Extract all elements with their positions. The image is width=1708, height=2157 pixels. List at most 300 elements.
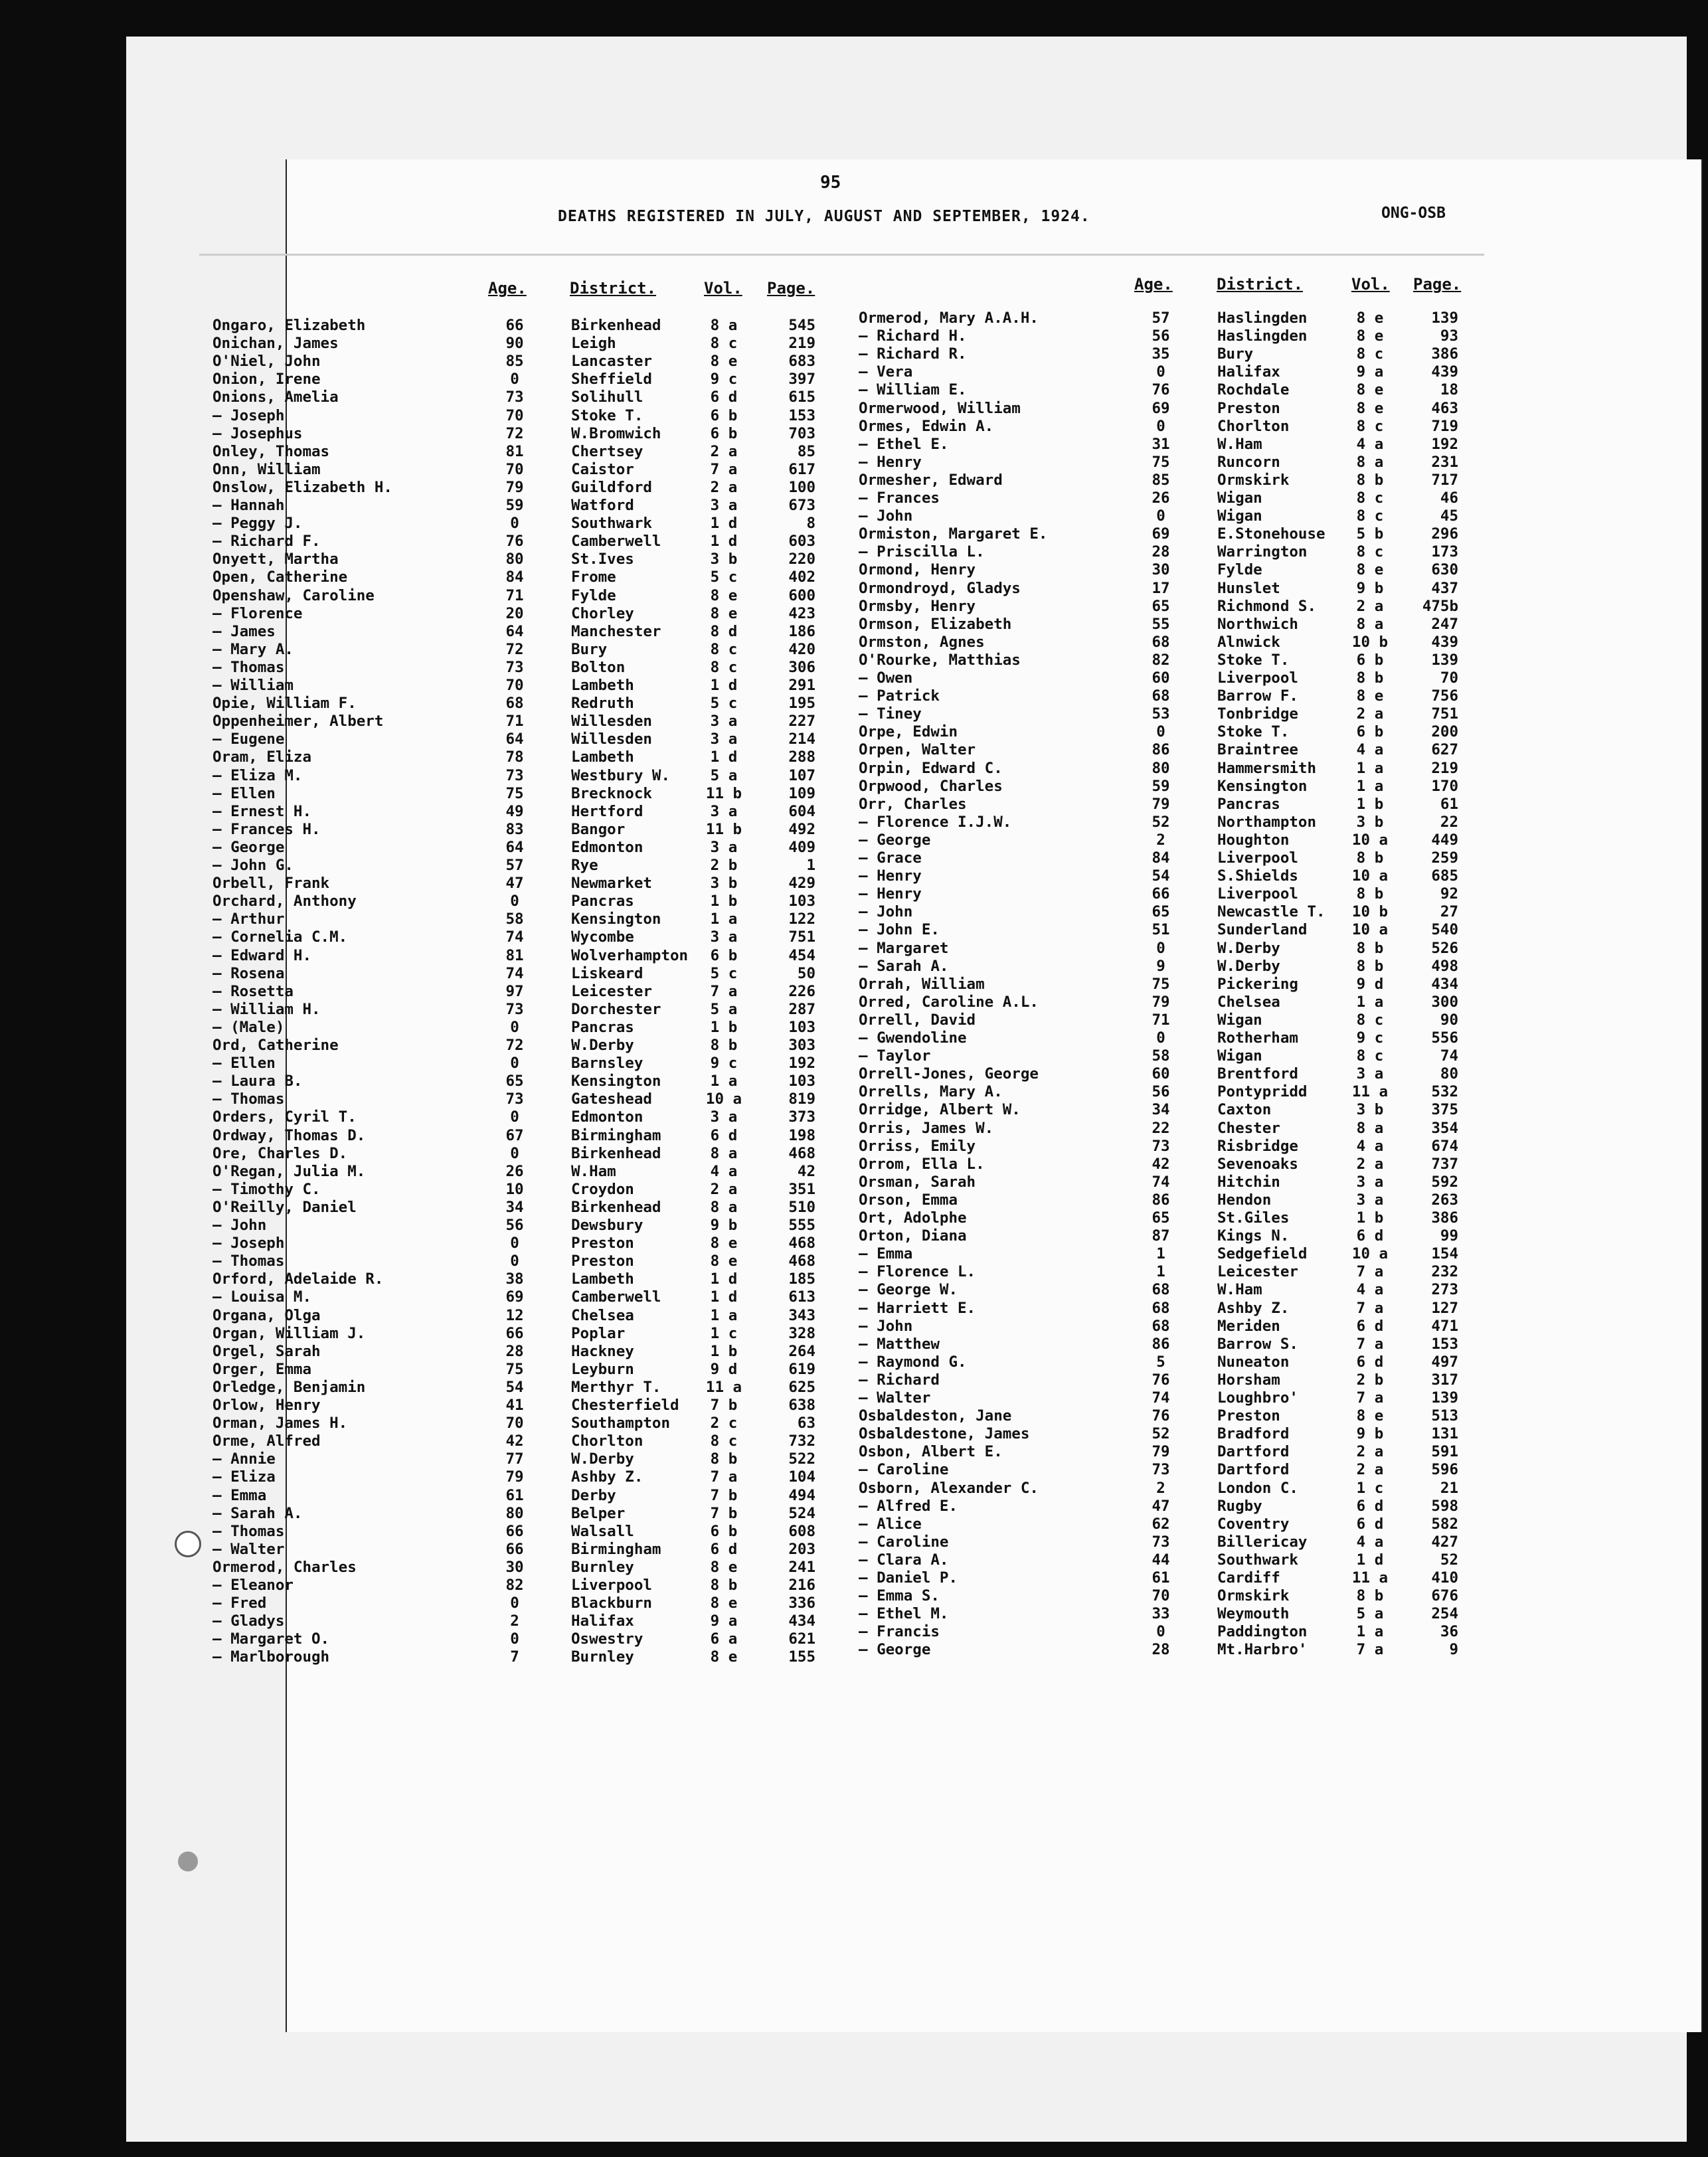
entry-name: — Eliza M.	[213, 766, 303, 784]
entry-volume: 1 a	[710, 1073, 738, 1090]
entry-page: 220	[788, 551, 815, 568]
entry-volume: 2 a	[1356, 1155, 1384, 1173]
entry-page: 603	[788, 533, 815, 551]
entry-district: Lambeth	[571, 677, 634, 694]
entry-volume: 2 b	[1356, 1371, 1384, 1389]
entry-name: — (Male)	[213, 1018, 285, 1036]
register-entry	[213, 1648, 833, 1666]
entry-district: Hackney	[571, 1342, 634, 1360]
entry-name: — Henry	[859, 867, 922, 885]
entry-age: 80	[505, 1504, 524, 1522]
entry-volume: 1 d	[710, 677, 738, 694]
register-entry	[213, 1630, 833, 1648]
entry-page: 27	[1440, 903, 1458, 921]
entry-age: 77	[505, 1450, 524, 1468]
entry-page: 70	[1440, 669, 1458, 687]
register-entry	[213, 1181, 833, 1199]
entry-volume: 11 a	[705, 1378, 742, 1396]
index-range-label: ONG-OSB	[1381, 205, 1446, 222]
entry-page: 354	[1431, 1119, 1458, 1137]
entry-age: 65	[505, 1073, 524, 1090]
entry-name: — Cornelia C.M.	[213, 928, 348, 946]
entry-district: Birmingham	[571, 1126, 661, 1144]
entry-page: 214	[788, 731, 815, 748]
entry-name: — Emma S.	[859, 1587, 940, 1605]
page-number: 95	[820, 173, 841, 193]
entry-page: 122	[788, 910, 815, 928]
entry-district: W.Derby	[1217, 939, 1280, 957]
right-vol-header: Vol.	[1351, 275, 1390, 294]
entry-name: — John G.	[213, 857, 294, 874]
entry-age: 79	[505, 1468, 524, 1486]
register-entry	[859, 796, 1463, 814]
entry-name: — Clara A.	[859, 1551, 949, 1569]
entry-page: 630	[1431, 561, 1458, 579]
entry-age: 54	[505, 1378, 524, 1396]
entry-district: Alnwick	[1217, 633, 1280, 651]
register-entry	[859, 1281, 1463, 1299]
entry-district: Liverpool	[1217, 669, 1298, 687]
entry-volume: 8 a	[1356, 453, 1384, 471]
entry-district: Ormskirk	[1217, 471, 1290, 489]
register-entry	[213, 928, 833, 946]
register-entry	[213, 947, 833, 965]
entry-age: 58	[505, 910, 524, 928]
entry-name: Orrell, David	[859, 1011, 976, 1029]
entry-volume: 7 b	[710, 1397, 738, 1414]
entry-page: 173	[1431, 543, 1458, 561]
entry-volume: 2 a	[1356, 597, 1384, 615]
register-entry	[213, 893, 833, 910]
entry-district: Sevenoaks	[1217, 1155, 1298, 1173]
entry-name: Onichan, James	[213, 335, 339, 353]
entry-name: — Daniel P.	[859, 1569, 958, 1587]
register-entry	[859, 309, 1463, 327]
entry-page: 139	[1431, 1389, 1458, 1407]
entry-age: 1	[1156, 1245, 1165, 1263]
entry-volume: 8 c	[1356, 1047, 1384, 1065]
entry-district: Dartford	[1217, 1461, 1290, 1479]
entry-name: — Eliza	[213, 1468, 276, 1486]
entry-volume: 3 a	[710, 1108, 738, 1126]
entry-name: — William E.	[859, 381, 967, 399]
register-entry	[859, 723, 1463, 741]
entry-page: 226	[788, 982, 815, 1000]
entry-district: Northampton	[1217, 813, 1317, 831]
register-entry	[213, 839, 833, 857]
entry-volume: 2 a	[1356, 1443, 1384, 1461]
entry-name: — Fred	[213, 1595, 267, 1612]
entry-volume: 5 a	[710, 1000, 738, 1018]
entry-page: 21	[1440, 1479, 1458, 1497]
register-entry	[859, 1245, 1463, 1263]
entry-page: 434	[788, 1612, 815, 1630]
entry-name: Orme, Alfred	[213, 1432, 321, 1450]
entry-volume: 9 d	[1356, 975, 1384, 993]
entry-volume: 3 a	[710, 802, 738, 820]
left-vol-header: Vol.	[704, 279, 742, 298]
entry-page: 600	[788, 586, 815, 604]
entry-volume: 8 c	[710, 1432, 738, 1450]
entry-district: Meriden	[1217, 1317, 1280, 1335]
register-entry	[213, 767, 833, 785]
entry-name: Onions, Amelia	[213, 388, 339, 406]
entry-volume: 11 a	[1351, 1083, 1389, 1101]
entry-district: Wycombe	[571, 928, 634, 946]
entry-district: Rotherham	[1217, 1029, 1298, 1047]
entry-volume: 8 e	[1356, 561, 1384, 579]
entry-name: — Laura B.	[213, 1073, 303, 1090]
entry-volume: 9 c	[710, 371, 738, 388]
entry-name: Orledge, Benjamin	[213, 1378, 366, 1396]
entry-district: Kensington	[571, 1073, 661, 1090]
entry-name: — Taylor	[859, 1047, 931, 1065]
entry-age: 0	[1156, 363, 1165, 381]
entry-volume: 1 d	[710, 533, 738, 551]
entry-page: 592	[1431, 1173, 1458, 1191]
entry-age: 10	[505, 1180, 524, 1198]
entry-district: Rye	[571, 857, 598, 874]
entry-age: 76	[1152, 381, 1170, 399]
entry-page: 497	[1431, 1353, 1458, 1371]
entry-page: 373	[788, 1108, 815, 1126]
entry-age: 64	[505, 838, 524, 856]
entry-district: Haslingden	[1217, 327, 1308, 345]
entry-name: — Florence	[213, 604, 303, 622]
entry-volume: 3 a	[710, 713, 738, 731]
entry-age: 73	[1152, 1533, 1170, 1551]
entry-age: 7	[510, 1648, 519, 1666]
entry-age: 0	[510, 1235, 519, 1252]
entry-age: 28	[1152, 543, 1170, 561]
entry-name: Osbaldeston, Jane	[859, 1407, 1012, 1425]
entry-volume: 6 d	[710, 1540, 738, 1558]
entry-district: Weymouth	[1217, 1605, 1290, 1623]
entry-name: Orrell-Jones, George	[859, 1065, 1039, 1083]
entry-page: 200	[1431, 723, 1458, 741]
entry-district: Rochdale	[1217, 381, 1290, 399]
entry-district: Richmond S.	[1217, 597, 1317, 615]
entry-volume: 8 e	[710, 1252, 738, 1270]
entry-name: Ormerwood, William	[859, 399, 1021, 417]
entry-volume: 7 a	[710, 982, 738, 1000]
entry-district: Billericay	[1217, 1533, 1308, 1551]
entry-volume: 2 c	[710, 1415, 738, 1432]
entry-district: W.Ham	[1217, 435, 1262, 453]
entry-name: — Richard F.	[213, 533, 321, 551]
entry-volume: 7 a	[710, 460, 738, 478]
register-entry	[213, 1379, 833, 1397]
entry-district: Nuneaton	[1217, 1353, 1290, 1371]
entry-age: 58	[1152, 1047, 1170, 1065]
entry-district: Camberwell	[571, 533, 661, 551]
entry-district: Hitchin	[1217, 1173, 1280, 1191]
entry-page: 498	[1431, 957, 1458, 975]
entry-district: Sheffield	[571, 371, 652, 388]
entry-age: 68	[1152, 1299, 1170, 1317]
entry-page: 186	[788, 622, 815, 640]
entry-age: 62	[1152, 1515, 1170, 1533]
entry-volume: 6 d	[710, 388, 738, 406]
entry-district: Lambeth	[571, 748, 634, 766]
entry-page: 608	[788, 1522, 815, 1540]
entry-page: 127	[1431, 1299, 1458, 1317]
register-entry	[859, 1101, 1463, 1119]
register-entry	[859, 1047, 1463, 1065]
entry-page: 336	[788, 1595, 815, 1612]
entry-volume: 7 a	[1356, 1641, 1384, 1659]
entry-district: St.Giles	[1217, 1209, 1290, 1227]
entry-age: 64	[505, 622, 524, 640]
entry-age: 0	[510, 893, 519, 910]
entry-volume: 8 b	[1356, 939, 1384, 957]
entry-volume: 3 a	[710, 731, 738, 748]
entry-name: — Alfred E.	[859, 1497, 958, 1515]
entry-age: 17	[1152, 579, 1170, 597]
entry-page: 402	[788, 568, 815, 586]
register-entry	[213, 857, 833, 875]
entry-age: 73	[505, 658, 524, 676]
register-entry	[859, 1318, 1463, 1336]
entry-name: — George W.	[859, 1281, 958, 1299]
entry-age: 72	[505, 1037, 524, 1054]
register-entry	[213, 623, 833, 641]
entry-age: 26	[505, 1162, 524, 1180]
register-entry	[859, 741, 1463, 759]
entry-name: Onslow, Elizabeth H.	[213, 478, 392, 496]
entry-district: Lancaster	[571, 353, 652, 371]
register-entry	[859, 849, 1463, 867]
entry-name: — Marlborough	[213, 1648, 330, 1666]
entry-volume: 9 a	[710, 1612, 738, 1630]
entry-volume: 11 b	[705, 820, 742, 838]
entry-name: Openshaw, Caroline	[213, 586, 375, 604]
entry-name: Orrah, William	[859, 975, 985, 993]
entry-age: 12	[505, 1306, 524, 1324]
entry-age: 83	[505, 820, 524, 838]
entry-age: 0	[1156, 507, 1165, 525]
register-entry	[859, 1407, 1463, 1425]
entry-age: 68	[1152, 1317, 1170, 1335]
entry-district: W.Bromwich	[571, 424, 661, 442]
entry-name: — Caroline	[859, 1461, 949, 1479]
entry-name: Oram, Eliza	[213, 748, 312, 766]
entry-volume: 4 a	[710, 1162, 738, 1180]
entry-name: Ormston, Agnes	[859, 633, 985, 651]
entry-page: 288	[788, 748, 815, 766]
entry-name: — George	[859, 1641, 931, 1659]
entry-page: 439	[1431, 633, 1458, 651]
entry-age: 66	[505, 317, 524, 334]
entry-age: 52	[1152, 813, 1170, 831]
page-title: DEATHS REGISTERED IN JULY, AUGUST AND SEPTEMBER, 1924.	[558, 208, 1090, 225]
entry-volume: 8 e	[1356, 1407, 1384, 1425]
entry-age: 66	[505, 1522, 524, 1540]
entry-page: 1	[806, 857, 815, 874]
entry-volume: 8 c	[1356, 1011, 1384, 1029]
register-entry	[213, 461, 833, 479]
entry-age: 55	[1152, 615, 1170, 633]
entry-age: 85	[505, 353, 524, 371]
entry-name: — Rosena	[213, 964, 285, 982]
entry-district: Coventry	[1217, 1515, 1290, 1533]
entry-name: Orbell, Frank	[213, 875, 330, 893]
register-entry	[859, 1551, 1463, 1569]
entry-page: 468	[788, 1144, 815, 1162]
entry-district: Preston	[1217, 1407, 1280, 1425]
entry-district: Preston	[571, 1252, 634, 1270]
register-entry	[859, 1336, 1463, 1353]
entry-age: 60	[1152, 1065, 1170, 1083]
entry-page: 247	[1431, 615, 1458, 633]
entry-name: Onley, Thomas	[213, 442, 330, 460]
entry-age: 86	[1152, 741, 1170, 759]
entry-district: Haslingden	[1217, 309, 1308, 327]
entry-page: 131	[1431, 1425, 1458, 1443]
entry-volume: 3 a	[1356, 1065, 1384, 1083]
entry-page: 90	[1440, 1011, 1458, 1029]
entry-age: 73	[1152, 1461, 1170, 1479]
entry-page: 52	[1440, 1551, 1458, 1569]
entry-page: 296	[1431, 525, 1458, 543]
entry-volume: 3 b	[1356, 1101, 1384, 1119]
entry-district: Halifax	[571, 1612, 634, 1630]
entry-district: Birkenhead	[571, 1198, 661, 1216]
entry-page: 397	[788, 371, 815, 388]
entry-name: Orr, Charles	[859, 795, 967, 813]
register-entry	[859, 921, 1463, 939]
entry-age: 87	[1152, 1227, 1170, 1245]
entry-name: Onion, Irene	[213, 371, 321, 388]
entry-page: 717	[1431, 471, 1458, 489]
entry-name: — Edward H.	[213, 946, 312, 964]
entry-age: 65	[1152, 1209, 1170, 1227]
register-entry	[859, 507, 1463, 525]
entry-district: Leyburn	[571, 1360, 634, 1378]
entry-district: Preston	[1217, 399, 1280, 417]
entry-district: Fylde	[1217, 561, 1262, 579]
entry-age: 0	[1156, 939, 1165, 957]
entry-district: Merthyr T.	[571, 1378, 661, 1396]
register-entry	[859, 616, 1463, 634]
entry-name: — Margaret O.	[213, 1630, 330, 1648]
entry-name: — Florence L.	[859, 1263, 976, 1281]
entry-page: 468	[788, 1252, 815, 1270]
entry-age: 38	[505, 1270, 524, 1288]
entry-district: Pontypridd	[1217, 1083, 1308, 1101]
entry-volume: 1 b	[710, 893, 738, 910]
entry-volume: 10 b	[1351, 903, 1389, 921]
entry-district: Ormskirk	[1217, 1587, 1290, 1605]
register-entry	[859, 778, 1463, 796]
entry-name: — John E.	[859, 921, 940, 939]
register-entry	[213, 1343, 833, 1361]
entry-volume: 8 e	[1356, 309, 1384, 327]
entry-age: 73	[505, 388, 524, 406]
entry-page: 454	[788, 946, 815, 964]
register-entry	[859, 561, 1463, 579]
entry-page: 203	[788, 1540, 815, 1558]
entry-page: 139	[1431, 651, 1458, 669]
entry-name: — Thomas	[213, 1522, 285, 1540]
entry-page: 351	[788, 1180, 815, 1198]
entry-name: — John	[859, 1317, 913, 1335]
entry-district: London C.	[1217, 1479, 1298, 1497]
entry-volume: 3 b	[710, 551, 738, 568]
entry-name: Onn, William	[213, 460, 321, 478]
entry-age: 84	[1152, 849, 1170, 867]
entry-page: 192	[1431, 435, 1458, 453]
entry-district: Liverpool	[571, 1577, 652, 1594]
entry-name: — Annie	[213, 1450, 276, 1468]
entry-age: 20	[505, 604, 524, 622]
register-entry	[213, 1361, 833, 1379]
entry-age: 0	[510, 1252, 519, 1270]
entry-name: — Thomas	[213, 1252, 285, 1270]
entry-page: 61	[1440, 795, 1458, 813]
register-entry	[859, 1569, 1463, 1587]
entry-page: 434	[1431, 975, 1458, 993]
entry-page: 591	[1431, 1443, 1458, 1461]
entry-page: 153	[1431, 1335, 1458, 1353]
register-entry	[213, 1270, 833, 1288]
entry-district: Liskeard	[571, 964, 643, 982]
entry-age: 66	[1152, 885, 1170, 903]
entry-age: 0	[510, 1018, 519, 1036]
register-entry	[213, 353, 833, 371]
entry-page: 613	[788, 1288, 815, 1306]
entry-page: 263	[1431, 1191, 1458, 1209]
entry-volume: 6 d	[1356, 1515, 1384, 1533]
entry-age: 28	[505, 1342, 524, 1360]
entry-district: Leicester	[571, 982, 652, 1000]
entry-volume: 5 c	[710, 568, 738, 586]
entry-page: 732	[788, 1432, 815, 1450]
entry-page: 303	[788, 1037, 815, 1054]
entry-page: 232	[1431, 1263, 1458, 1281]
entry-name: Onyett, Martha	[213, 551, 339, 568]
entry-page: 621	[788, 1630, 815, 1648]
entry-name: — Henry	[859, 453, 922, 471]
entry-volume: 9 b	[1356, 579, 1384, 597]
entry-district: Chorley	[571, 604, 634, 622]
entry-page: 317	[1431, 1371, 1458, 1389]
register-entry	[213, 659, 833, 677]
entry-volume: 8 c	[1356, 507, 1384, 525]
entry-district: Rugby	[1217, 1497, 1262, 1515]
entry-volume: 8 b	[1356, 1587, 1384, 1605]
entry-page: 103	[788, 1018, 815, 1036]
register-entry	[213, 1235, 833, 1252]
entry-volume: 8 b	[710, 1037, 738, 1054]
entry-district: Houghton	[1217, 831, 1290, 849]
entry-page: 468	[788, 1235, 815, 1252]
register-entry	[213, 1487, 833, 1505]
entry-district: Bury	[571, 640, 608, 658]
entry-district: Barnsley	[571, 1055, 643, 1073]
entry-district: Edmonton	[571, 1108, 643, 1126]
entry-name: Osborn, Alexander C.	[859, 1479, 1039, 1497]
entry-volume: 8 e	[710, 353, 738, 371]
entry-volume: 8 b	[1356, 669, 1384, 687]
entry-volume: 8 e	[710, 1595, 738, 1612]
register-entry	[859, 1065, 1463, 1083]
entry-page: 596	[1431, 1461, 1458, 1479]
entry-age: 70	[505, 406, 524, 424]
register-entry	[859, 1173, 1463, 1191]
entry-page: 18	[1440, 381, 1458, 399]
entry-name: — Ellen	[213, 1055, 276, 1073]
